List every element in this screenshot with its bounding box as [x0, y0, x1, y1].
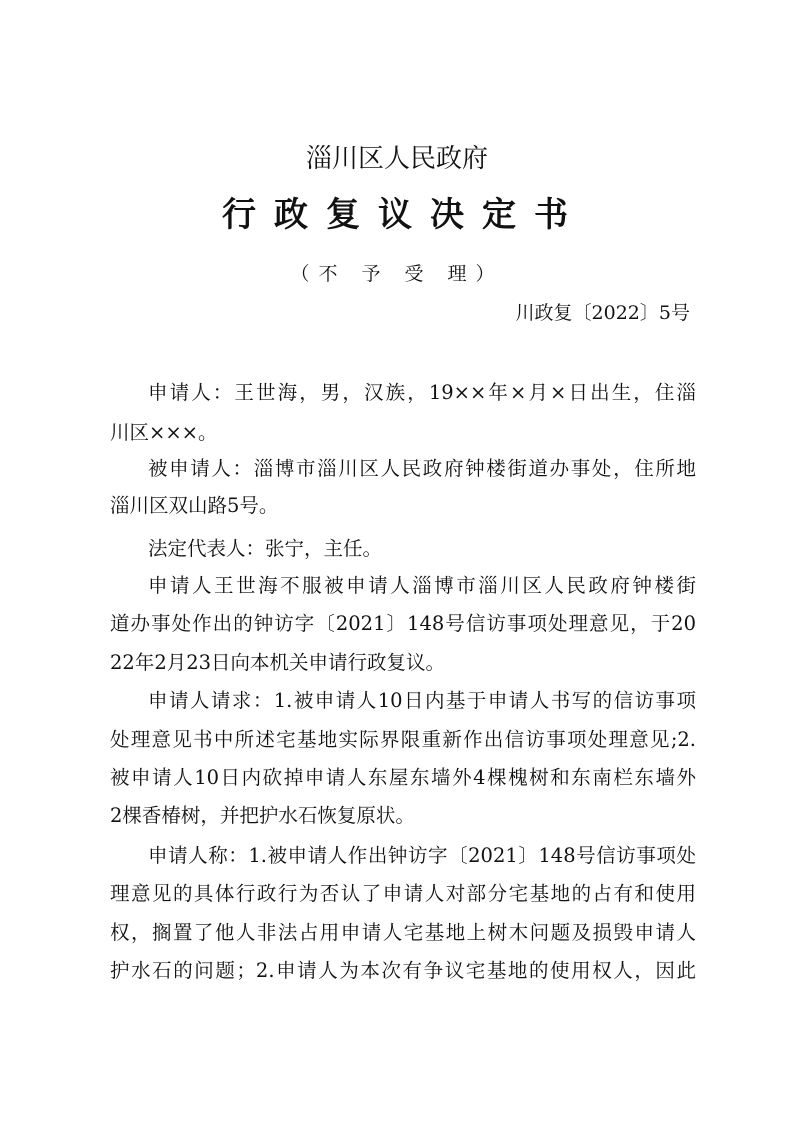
body-line: 被申请人10日内砍掉申请人东屋东墙外4棵槐树和东南栏东墙外	[110, 766, 696, 789]
body-line: 被申请人：淄博市淄川区人民政府钟楼街道办事处，住所地	[148, 457, 696, 480]
body-line: 理意见的具体行政行为否认了申请人对部分宅基地的占有和使用	[110, 882, 696, 905]
body-line: 法定代表人：张宁，主任。	[148, 537, 383, 560]
body-line: 权，搁置了他人非法占用申请人宅基地上树木问题及损毁申请人	[110, 921, 696, 944]
body-line: 申请人王世海不服被申请人淄博市淄川区人民政府钟楼街	[148, 574, 696, 597]
document-subtitle: （不 予 受 理）	[290, 263, 504, 285]
document-number: 川政复〔2022〕5号	[515, 302, 690, 324]
body-line: 22年2月23日向本机关申请行政复议。	[110, 651, 446, 674]
body-line: 淄川区双山路5号。	[110, 494, 279, 517]
body-line: 2棵香椿树，并把护水石恢复原状。	[110, 804, 415, 827]
body-line: 道办事处作出的钟访字〔2021〕148号信访事项处理意见，于20	[110, 612, 696, 635]
body-line: 申请人称：1.被申请人作出钟访字〔2021〕148号信访事项处	[148, 844, 696, 867]
body-line: 护水石的问题；2.申请人为本次有争议宅基地的使用权人，因此	[110, 959, 696, 982]
body-line: 川区×××。	[110, 421, 218, 444]
body-line: 申请人请求：1.被申请人10日内基于申请人书写的信访事项	[148, 689, 696, 712]
body-line: 处理意见书中所述宅基地实际界限重新作出信访事项处理意见;2.	[110, 728, 696, 751]
document-title: 行政复议决定书	[222, 195, 586, 235]
issuing-organization: 淄川区人民政府	[305, 144, 488, 174]
body-line: 申请人：王世海，男，汉族，19××年×月×日出生，住淄	[148, 381, 696, 404]
